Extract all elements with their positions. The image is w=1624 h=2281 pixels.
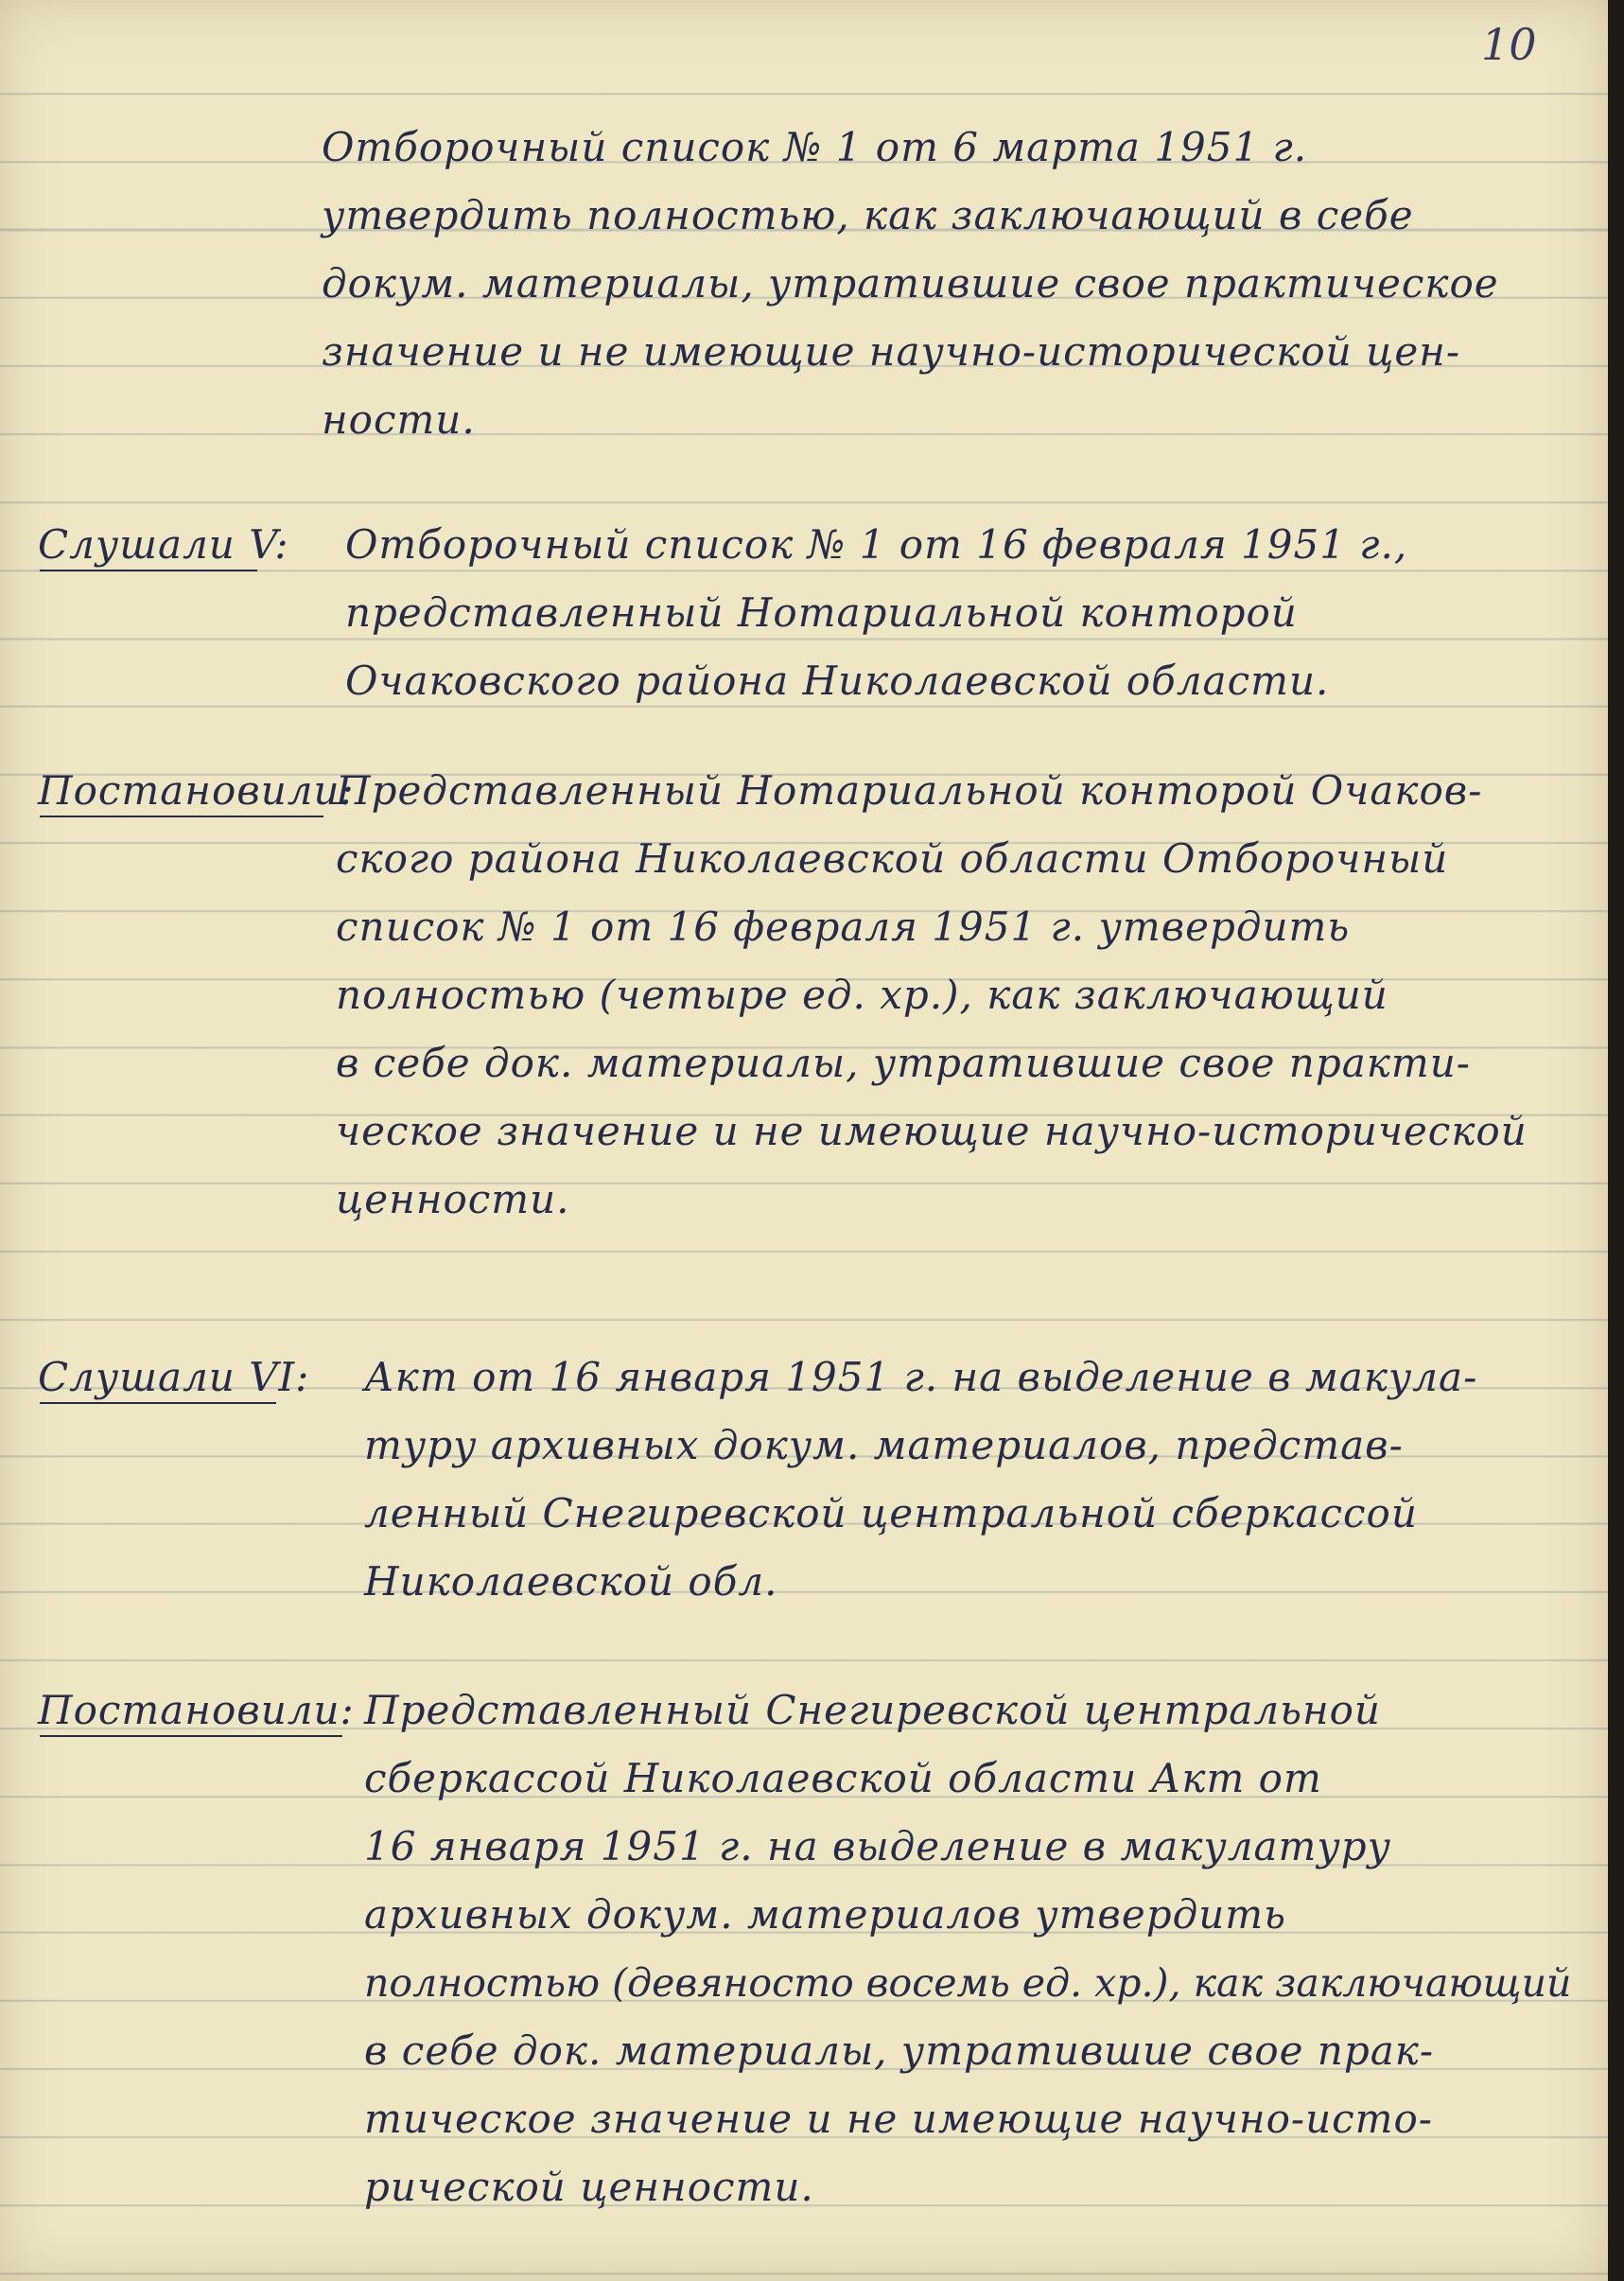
text-line: ческое значение и не имеющие научно-исторической [336, 1108, 1528, 1154]
text-line: Отборочный список № 1 от 6 марта 1951 г. [322, 124, 1308, 170]
label-underline [40, 1402, 276, 1404]
text-line: Очаковского района Николаевской области. [345, 658, 1330, 704]
page-edge [1608, 0, 1624, 2281]
text-line: представленный Нотариальной конторой [345, 589, 1298, 636]
text-line: в себе док. материалы, утратившие свое практи- [336, 1040, 1471, 1086]
text-line: докум. материалы, утратившие свое практическое [322, 260, 1499, 307]
text-line: ского района Николаевской области Отборочный [336, 835, 1449, 882]
label-underline [40, 816, 323, 817]
section-label: Постановили: [38, 767, 355, 814]
text-line: Представленный Нотариальной конторой Очаков- [336, 767, 1483, 814]
section-label: Слушали VI: [38, 1354, 310, 1400]
text-line: ценности. [336, 1176, 570, 1222]
text-line: ленный Снегиревской центральной сберкассой [364, 1490, 1418, 1536]
label-underline [40, 1735, 342, 1737]
text-line: значение и не имеющие научно-исторической цен- [322, 328, 1461, 375]
text-line: рической ценности. [364, 2164, 814, 2210]
text-line: туру архивных докум. материалов, представ- [364, 1422, 1404, 1468]
text-line: ности. [322, 396, 476, 443]
text-line: 16 января 1951 г. на выделение в макулатуру [364, 1823, 1391, 1869]
text-line: в себе док. материалы, утратившие свое прак- [364, 2027, 1435, 2074]
text-line: Николаевской обл. [364, 1558, 778, 1605]
text-line: Акт от 16 января 1951 г. на выделение в макула- [364, 1354, 1478, 1400]
text-line: полностью (девяносто восемь ед. хр.), как заключающий [364, 1960, 1572, 2006]
text-line: Представленный Снегиревской центральной [364, 1687, 1381, 1733]
section-label: Слушали V: [38, 521, 289, 568]
text-line: Отборочный список № 1 от 16 февраля 1951 г., [345, 521, 1408, 568]
text-line: архивных докум. материалов утвердить [364, 1891, 1286, 1938]
text-line: утвердить полностью, как заключающий в себе [322, 192, 1414, 238]
text-line: тическое значение и не имеющие научно-исто- [364, 2096, 1433, 2142]
section-label: Постановили: [38, 1687, 355, 1733]
page-number: 10 [1481, 19, 1537, 70]
label-underline [40, 570, 257, 571]
text-line: список № 1 от 16 февраля 1951 г. утвердить [336, 904, 1351, 950]
text-line: полностью (четыре ед. хр.), как заключающий [336, 972, 1388, 1018]
text-line: сберкассой Николаевской области Акт от [364, 1755, 1322, 1801]
